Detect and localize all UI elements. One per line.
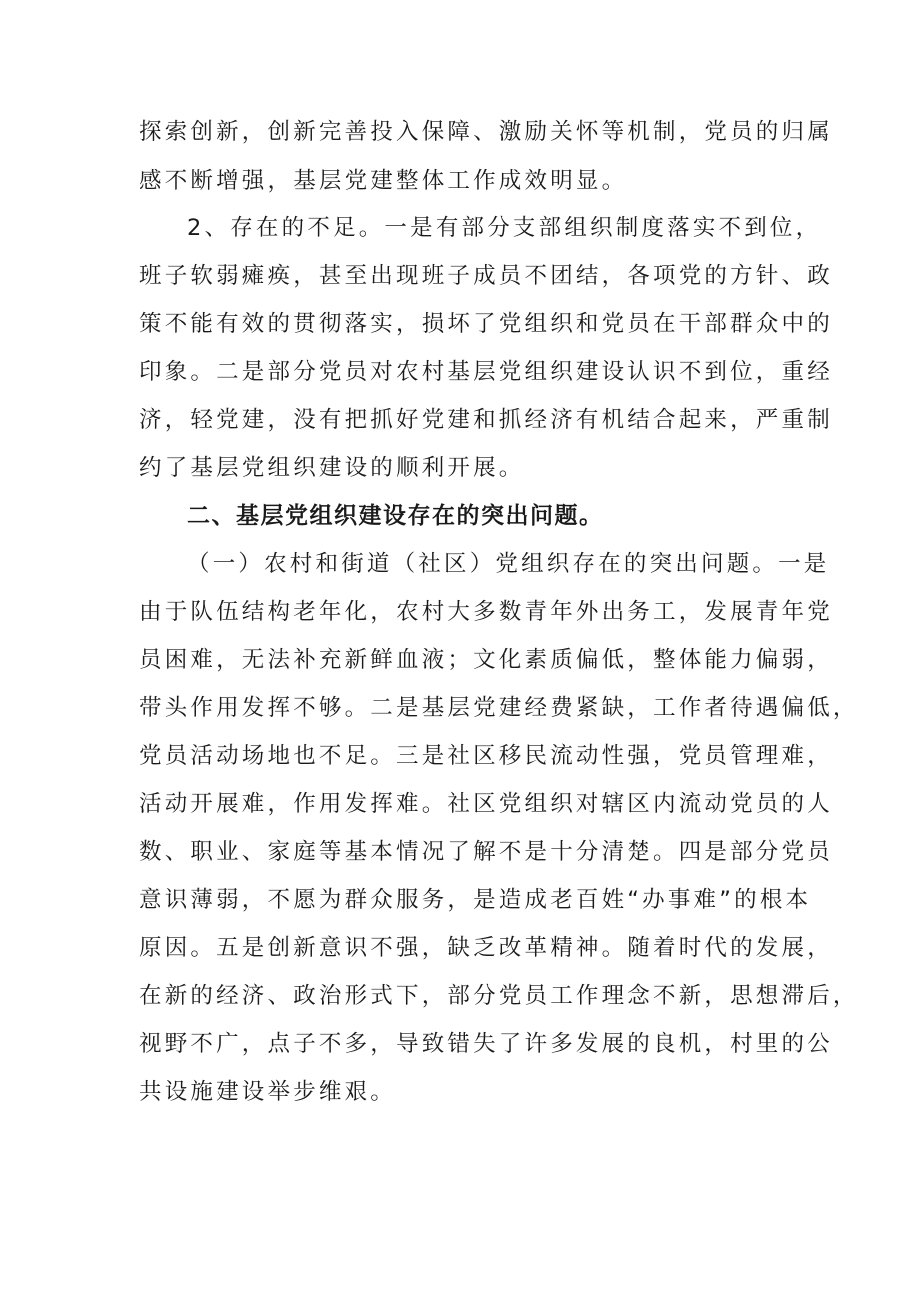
paragraph-3-line-1: （一）农村和街道（社区）党组织存在的突出问题。一是 — [187, 551, 830, 577]
paragraph-2-line-3: 策不能有效的贯彻落实，损坏了党组织和党员在干部群众中的 — [139, 311, 833, 337]
paragraph-3-line-10: 在新的经济、政治形式下，部分党员工作理念不新，思想滞后， — [139, 983, 859, 1009]
paragraph-3-line-3: 员困难，无法补充新鲜血液；文化素质偏低，整体能力偏弱， — [139, 647, 833, 673]
paragraph-3-line-5: 党员活动场地也不足。三是社区移民流动性强，党员管理难， — [139, 743, 833, 769]
paragraph-2-line-1: 2、存在的不足。一是有部分支部组织制度落实不到位， — [187, 215, 822, 241]
paragraph-3-line-6: 活动开展难，作用发挥难。社区党组织对辖区内流动党员的人 — [139, 791, 833, 817]
paragraph-2-line-4: 印象。二是部分党员对农村基层党组织建设认识不到位，重经 — [139, 359, 833, 385]
paragraph-3-line-12: 共设施建设举步维艰。 — [139, 1079, 397, 1105]
paragraph-1-line-1: 探索创新，创新完善投入保障、激励关怀等机制，党员的归属 — [139, 119, 833, 145]
paragraph-1-line-2: 感不断增强，基层党建整体工作成效明显。 — [139, 168, 628, 194]
paragraph-3-line-4: 带头作用发挥不够。二是基层党建经费紧缺，工作者待遇偏低， — [139, 695, 859, 721]
paragraph-3-line-9: 原因。五是创新意识不强，缺乏改革精神。随着时代的发展， — [139, 935, 833, 961]
paragraph-3-line-8: 意识薄弱，不愿为群众服务，是造成老百姓“办事难”的根本 — [139, 887, 812, 913]
paragraph-2-line-5: 济，轻党建，没有把抓好党建和抓经济有机结合起来，严重制 — [139, 407, 833, 433]
paragraph-2-line-2: 班子软弱瘫痪，甚至出现班子成员不团结，各项党的方针、政 — [139, 263, 833, 289]
paragraph-3-line-7: 数、职业、家庭等基本情况了解不是十分清楚。四是部分党员 — [139, 839, 833, 865]
paragraph-3-line-2: 由于队伍结构老年化，农村大多数青年外出务工，发展青年党 — [139, 599, 833, 625]
paragraph-2-line-6: 约了基层党组织建设的顺利开展。 — [139, 455, 525, 481]
section-heading: 二、基层党组织建设存在的突出问题。 — [187, 503, 604, 529]
paragraph-3-line-11: 视野不广，点子不多，导致错失了许多发展的良机，村里的公 — [139, 1031, 833, 1057]
